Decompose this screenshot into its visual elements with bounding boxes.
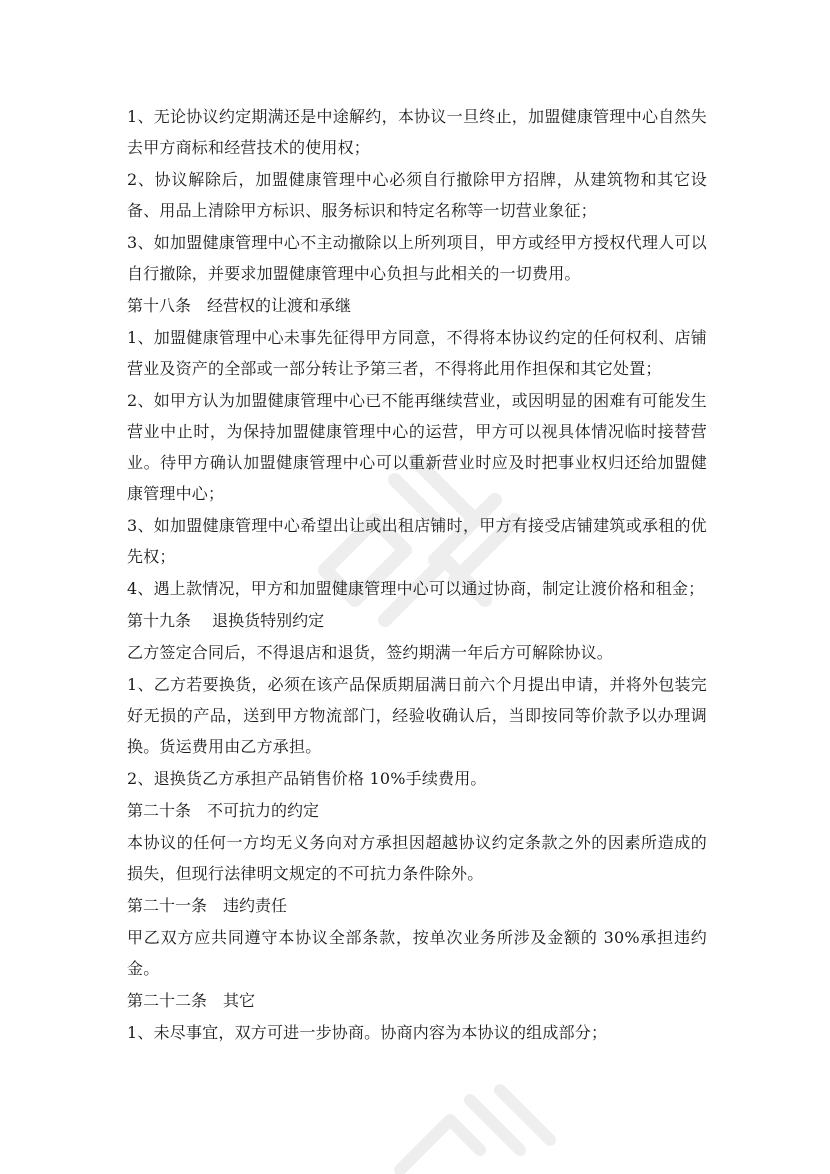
section-heading: 第二十一条 违约责任 xyxy=(127,896,288,915)
paragraph: 2、如甲方认为加盟健康管理中心已不能再继续营业，或因明显的困难有可能发生营业中止时，为保持加盟健康管理中心的运营，甲方可以视具体情况临时接替营业。待甲方确认加盟健康管理中心可以重新营业时应及时把事业权归还给加盟健康管理中心； xyxy=(127,391,707,503)
paragraph: 2、协议解除后，加盟健康管理中心必须自行撤除甲方招牌，从建筑物和其它设备、用品上清除甲方标识、服务标识和特定名称等一切营业象征； xyxy=(127,170,707,220)
paragraph: 乙方签定合同后，不得退店和退货，签约期满一年后方可解除协议。 xyxy=(127,643,614,662)
paragraph: 1、加盟健康管理中心未事先征得甲方同意，不得将本协议约定的任何权利、店铺营业及资产的全部或一部分转让予第三者，不得将此用作担保和其它处置； xyxy=(127,328,707,378)
section-heading: 第二十条 不可抗力的约定 xyxy=(127,801,320,820)
document-body xyxy=(127,101,707,1049)
paragraph: 3、如加盟健康管理中心不主动撤除以上所列项目，甲方或经甲方授权代理人可以自行撤除，并要求加盟健康管理中心负担与此相关的一切费用。 xyxy=(127,233,707,283)
watermark-graphic-bottom xyxy=(380,1060,580,1174)
paragraph: 1、无论协议约定期满还是中途解约，本协议一旦终止，加盟健康管理中心自然失去甲方商标和经营技术的使用权； xyxy=(127,107,707,157)
section-heading: 第十九条 退换货特别约定 xyxy=(127,611,325,630)
paragraph: 2、退换货乙方承担产品销售价格 10%手续费用。 xyxy=(127,769,487,788)
section-heading: 第二十二条 其它 xyxy=(127,991,256,1010)
section-heading: 第十八条 经营权的让渡和承继 xyxy=(127,296,352,315)
paragraph: 甲乙双方应共同遵守本协议全部条款，按单次业务所涉及金额的 30%承担违约金。 xyxy=(127,928,707,978)
paragraph: 1、未尽事宜，双方可进一步协商。协商内容为本协议的组成部分； xyxy=(127,1023,608,1042)
paragraph: 3、如加盟健康管理中心希望出让或出租店铺时，甲方有接受店铺建筑或承租的优先权； xyxy=(127,516,707,566)
paragraph: 本协议的任何一方均无义务向对方承担因超越协议约定条款之外的因素所造成的损失，但现行法律明文规定的不可抗力条件除外。 xyxy=(127,833,707,883)
paragraph: 1、乙方若要换货，必须在该产品保质期届满日前六个月提出申请，并将外包装完好无损的产品，送到甲方物流部门，经验收确认后，当即按同等价款予以办理调换。货运费用由乙方承担。 xyxy=(127,675,707,756)
paragraph: 4、遇上款情况，甲方和加盟健康管理中心可以通过协商，制定让渡价格和租金； xyxy=(127,579,705,598)
